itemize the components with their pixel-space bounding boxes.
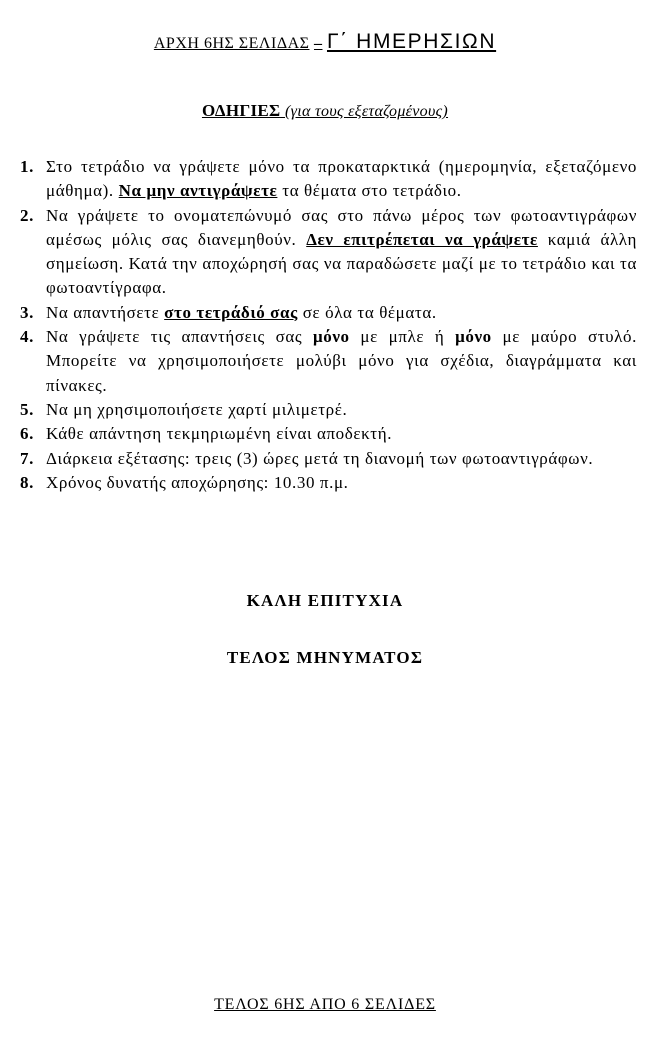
instruction-list <box>20 155 637 495</box>
instruction-number: 5. <box>20 399 34 419</box>
instruction-text: Να γράψετε το ονοματεπώνυμό σας στο πάνω μέρος των φωτοαντιγράφων αμέσως μόλις σας διανεμηθούν. <box>46 205 637 249</box>
instruction-number: 4. <box>20 327 34 347</box>
instruction-text: σε όλα τα θέματα. <box>302 302 437 322</box>
instruction-text: Χρόνος δυνατής αποχώρησης: 10.30 π.μ. <box>46 472 349 492</box>
instruction-item-4 <box>20 325 637 398</box>
instruction-emphasis: Να μην αντιγράψετε <box>118 181 278 201</box>
instruction-item-6 <box>20 422 637 446</box>
instruction-text: Στο τετράδιο να γράψετε μόνο τα προκαταρκτικά (ημερομηνία, εξεταζόμενο μάθημα). <box>46 157 637 201</box>
instruction-number: 7. <box>20 448 34 468</box>
instruction-emphasis: μόνο <box>455 327 492 347</box>
instruction-text: τα θέματα στο τετράδιο. <box>282 181 462 201</box>
instruction-emphasis: στο τετράδιό σας <box>164 302 298 322</box>
instruction-item-3 <box>20 301 637 325</box>
header-separator: – <box>313 35 323 52</box>
instruction-number: 6. <box>20 424 34 444</box>
instruction-emphasis: μόνο <box>313 327 350 347</box>
header-class-label: Γ΄ ΗΜΕΡΗΣΙΩΝ <box>326 30 497 53</box>
instruction-text: Διάρκεια εξέτασης: τρεις (3) ώρες μετά τη διανομή των φωτοαντιγράφων. <box>46 448 594 468</box>
instruction-item-5 <box>20 398 637 422</box>
instruction-text: καμιά άλλη σημείωση. Κατά την αποχώρησή σας να παραδώσετε μαζί με το τετράδιο και τα φωτοαντίγραφα. <box>46 229 637 298</box>
page-header <box>0 30 650 54</box>
instruction-text: Να γράψετε τις απαντήσεις σας <box>46 327 303 347</box>
instruction-item-7 <box>20 447 637 471</box>
instruction-item-1 <box>20 155 637 204</box>
good-luck-text: ΚΑΛΗ ΕΠΙΤΥΧΙΑ <box>246 591 404 610</box>
end-of-message-text: ΤΕΛΟΣ ΜΗΝΥΜΑΤΟΣ <box>226 648 424 667</box>
instruction-text: με μπλε ή <box>360 327 445 347</box>
instruction-text: Να απαντήσετε <box>46 302 160 322</box>
page-footer: ΤΕΛΟΣ 6ΗΣ ΑΠΟ 6 ΣΕΛΙΔΕΣ <box>214 996 436 1013</box>
header-page-label: ΑΡΧΗ 6ΗΣ ΣΕΛΙΔΑΣ <box>153 35 310 52</box>
instruction-number: 8. <box>20 472 34 492</box>
instruction-item-2 <box>20 204 637 301</box>
instruction-text: με μαύρο στυλό. Μπορείτε να χρησιμοποιήσετε μολύβι μόνο για σχέδια, διαγράμματα και πίνακες. <box>46 327 637 395</box>
instructions-title <box>0 101 650 121</box>
instruction-number: 1. <box>20 157 34 176</box>
instruction-emphasis: Δεν επιτρέπεται να γράψετε <box>306 229 538 249</box>
instruction-number: 3. <box>20 302 34 322</box>
instructions-title-sub: (για τους εξεταζομένους) <box>285 103 449 120</box>
instruction-item-8 <box>20 471 637 495</box>
instructions-title-main: ΟΔΗΓΙΕΣ <box>201 101 281 120</box>
instruction-text: Κάθε απάντηση τεκμηριωμένη είναι αποδεκτή. <box>46 424 393 444</box>
instruction-number: 2. <box>20 205 34 225</box>
instruction-text: Να μη χρησιμοποιήσετε χαρτί μιλιμετρέ. <box>46 399 348 419</box>
